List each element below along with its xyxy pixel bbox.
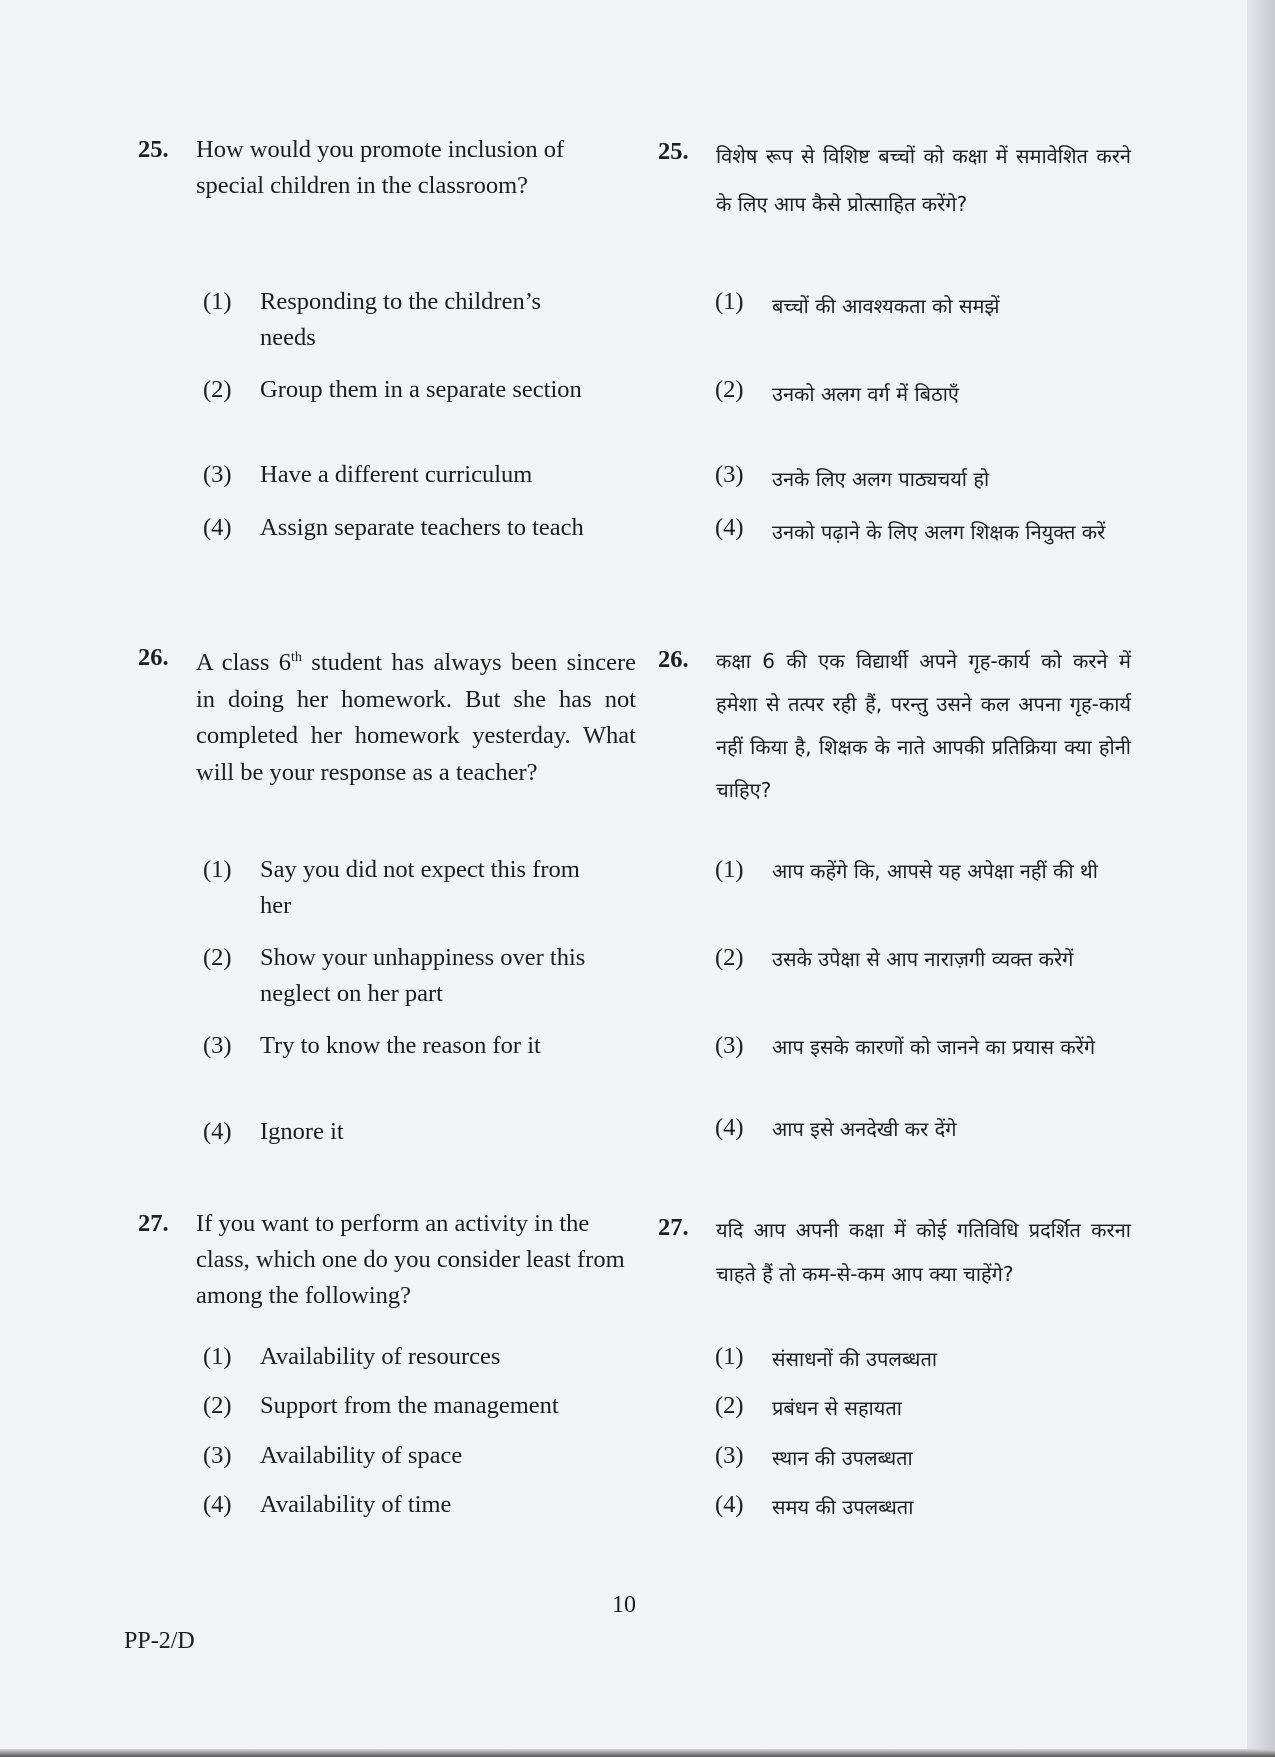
option-text: Responding to the children’s needs [260,288,542,351]
option-text: Assign separate teachers to teach [260,514,584,541]
question-number: 26. [658,646,689,673]
question-number: 26. [138,644,169,671]
option-label: (3) [203,1442,232,1469]
question-number: 25. [658,138,689,165]
option-label: (1) [715,288,744,315]
option-label: (1) [203,288,232,315]
option-label: (3) [715,461,744,488]
question-number: 27. [658,1214,689,1241]
option-label: (2) [203,944,232,971]
option-label: (4) [715,514,744,541]
option-label: (3) [203,1032,232,1059]
question-text-hi: कक्षा 6 की एक विद्यार्थी अपने गृह-कार्य को करने में हमेशा से तत्पर रही हैं, परन्तु उसने कल अपना गृह-कार्य नहीं किया है, शिक्षक के नाते आपकी प्रतिक्रिया क्या होनी चाहिए? [716,649,1131,802]
page-bottom-edge [0,1749,1275,1757]
option-text-hi: आप इसे अनदेखी कर देंगे [772,1117,957,1141]
option-text: Say you did not expect this from her [260,856,580,919]
question-text-en: If you want to perform an activity in the class, which one do you consider least from among the following? [196,1210,625,1309]
option-text-hi: उनको अलग वर्ग में बिठाएँ [772,382,959,406]
option-text-hi: आप इसके कारणों को जानने का प्रयास करेंगे [772,1035,1096,1059]
question-number: 25. [138,136,169,163]
question-text-hi: यदि आप अपनी कक्षा में कोई गतिविधि प्रदर्शित करना चाहते हैं तो कम-से-कम आप क्या चाहेंगे? [716,1218,1131,1286]
option-label: (4) [715,1114,744,1141]
option-label: (1) [715,1343,744,1370]
page-edge [1247,0,1275,1757]
option-label: (1) [715,856,744,883]
option-label: (2) [203,376,232,403]
option-text: Group them in a separate section [260,376,582,403]
option-text: Try to know the reason for it [260,1032,541,1059]
option-text: Show your unhappiness over this neglect on her part [260,944,586,1007]
option-text-hi: बच्चों की आवश्यकता को समझें [772,294,1000,318]
option-label: (3) [715,1442,744,1469]
option-text: Availability of space [260,1442,463,1469]
question-number: 27. [138,1210,169,1237]
option-text: Ignore it [260,1118,344,1145]
option-text-hi: आप कहेंगे कि, आपसे यह अपेक्षा नहीं की थी [772,859,1098,883]
option-text-hi: उनको पढ़ाने के लिए अलग शिक्षक नियुक्त करें [772,520,1106,544]
option-text: Availability of time [260,1491,452,1518]
option-label: (4) [203,514,232,541]
option-label: (4) [715,1491,744,1518]
question-text-part: student has always been sincere in doing her homework. But she has not completed her homework yesterday. What will be your response as a teacher? [196,649,636,786]
option-text-hi: प्रबंधन से सहायता [772,1396,902,1420]
paper-code: PP-2/D [124,1628,195,1654]
option-text-hi: उनके लिए अलग पाठ्यचर्या हो [772,467,990,491]
option-label: (3) [203,461,232,488]
question-text-en [196,640,636,791]
option-label: (2) [203,1392,232,1419]
option-text-hi: स्थान की उपलब्धता [772,1446,913,1470]
question-text-en: How would you promote inclusion of special children in the classroom? [196,136,565,199]
question-text-hi: विशेष रूप से विशिष्ट बच्चों को कक्षा में समावेशित करने के लिए आप कैसे प्रोत्साहित करेंगे? [716,144,1131,216]
option-label: (1) [203,1343,232,1370]
option-label: (2) [715,376,744,403]
option-label: (4) [203,1118,232,1145]
option-text: Availability of resources [260,1343,501,1370]
question-text-part: A class 6 [196,649,292,677]
option-text-hi: समय की उपलब्धता [772,1495,914,1519]
option-label: (2) [715,1392,744,1419]
page-number: 10 [612,1592,636,1618]
option-label: (4) [203,1491,232,1518]
option-label: (1) [203,856,232,883]
option-text: Support from the management [260,1392,559,1419]
option-label: (3) [715,1032,744,1059]
option-text: Have a different curriculum [260,461,533,488]
option-label: (2) [715,944,744,971]
ordinal-suffix: th [291,650,302,665]
option-text-hi: संसाधनों की उपलब्धता [772,1347,938,1371]
option-text-hi: उसके उपेक्षा से आप नाराज़गी व्यक्त करेगें [772,947,1074,971]
